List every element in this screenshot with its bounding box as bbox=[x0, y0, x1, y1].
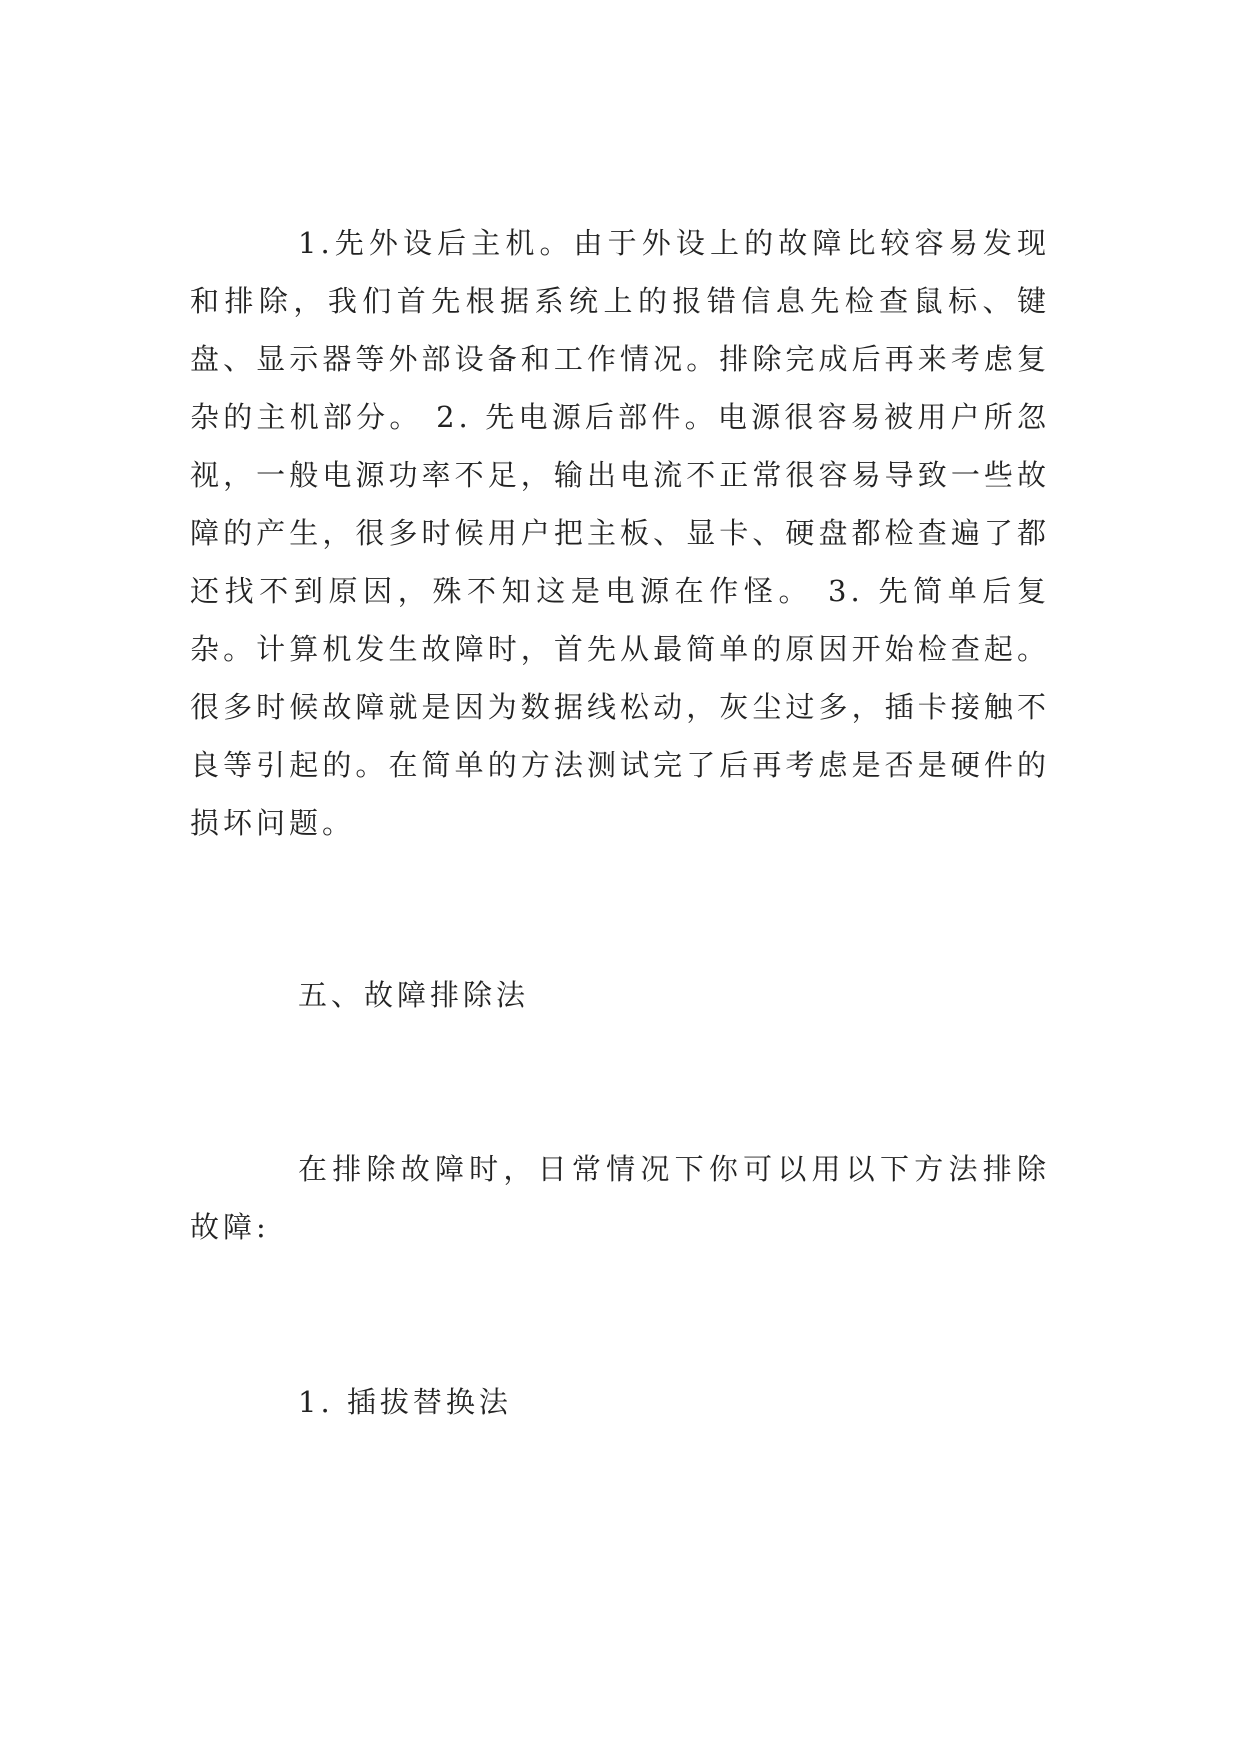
section-heading-troubleshooting-methods: 五、故障排除法 bbox=[298, 978, 530, 1012]
body-paragraph-methods-intro: 在排除故障时，日常情况下你可以用以下方法排除故障: bbox=[190, 1152, 1050, 1244]
subheading-plug-replace-method: 1. 插拔替换法 bbox=[298, 1385, 512, 1419]
body-paragraph-troubleshooting-order: 1.先外设后主机。由于外设上的故障比较容易发现和排除，我们首先根据系统上的报错信息先检查鼠标、键盘、显示器等外部设备和工作情况。排除完成后再来考虑复杂的主机部分。 2. 先电源后部件。电源很容易被用户所忽视，一般电源功率不足，输出电流不正常很容易导致一些故障的产生，很多时候用户把主板、显卡、硬盘都检查遍了都还找不到原因，殊不知这是电源在作怪。 3. 先简单后复杂。计算机发生故障时，首先从最简单的原因开始检查起。很多时候故障就是因为数据线松动，灰尘过多，插卡接触不良等引起的。在简单的方法测试完了后再考虑是否是硬件的损坏问题。 bbox=[190, 226, 1050, 840]
